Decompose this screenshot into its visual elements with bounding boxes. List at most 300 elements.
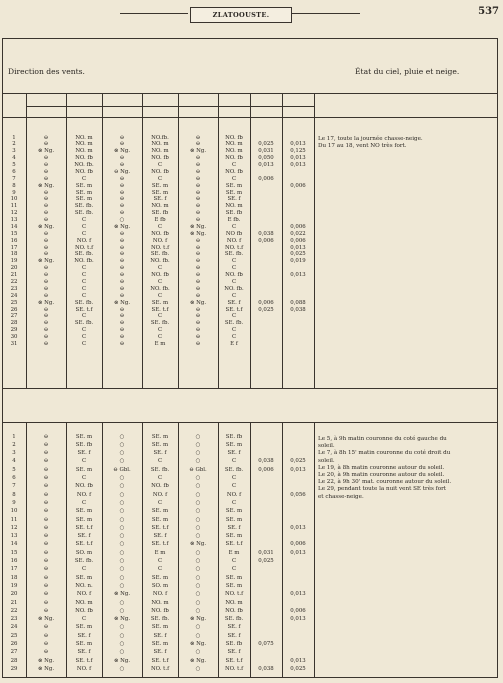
cell-s8: ○ — [119, 549, 125, 556]
cell-w6: C — [81, 334, 87, 341]
cell-d: 22 — [10, 278, 18, 285]
cell-s6: ⊖ — [43, 516, 49, 523]
cell-s10: ○ — [195, 549, 201, 556]
cell-d: 8 — [12, 182, 16, 189]
cell-s8: ○ — [119, 491, 125, 498]
cell-w10: E m — [228, 549, 240, 556]
cell-w10: SE. f — [227, 299, 241, 306]
cell-d: 23 — [10, 616, 18, 623]
cell-s8: ⊗ Ng. — [113, 299, 131, 306]
direction-label: Direction des vents. — [8, 67, 85, 76]
cell-s6: ⊗ Ng. — [37, 299, 55, 306]
cell-m: 0,006 — [258, 466, 274, 473]
cell-s10: ○ — [195, 558, 201, 564]
cell-w6: SE. m — [75, 641, 93, 647]
cell-w6: SE. f — [77, 533, 91, 540]
cell-w6: C — [81, 616, 87, 623]
column-rule — [250, 422, 251, 678]
column-rule — [178, 93, 179, 388]
cell-w6: SE. t.f — [75, 657, 93, 664]
cell-e: 0,006 — [290, 182, 306, 189]
cell-d: 1 — [12, 134, 16, 141]
cell-s10: ○ — [195, 599, 201, 606]
cell-w10: SE. fb — [225, 210, 243, 217]
cell-s6: ⊖ — [43, 196, 49, 203]
cell-w10: SE. fb. — [224, 616, 244, 623]
cell-w8: C — [157, 327, 163, 334]
cell-s6: ⊖ — [43, 582, 49, 589]
cell-d: 28 — [10, 657, 18, 664]
cell-w6: NO. f — [76, 491, 92, 498]
cell-w10: SE. m — [225, 508, 243, 515]
cell-w10: SE. m — [225, 182, 243, 189]
cell-w8: NO. fb — [151, 272, 169, 279]
cell-m: 0,050 — [258, 155, 274, 162]
cell-w8: NO.fb. — [151, 134, 169, 141]
cell-s6: ⊖ — [43, 285, 49, 292]
cell-s6: ⊖ — [43, 334, 49, 341]
cell-s6: ⊖ — [43, 508, 49, 515]
cell-s8: ○ — [119, 483, 125, 490]
cell-e: 0,013 — [290, 466, 306, 473]
cell-e: 0,013 — [290, 155, 306, 162]
cell-w10: C — [231, 175, 237, 182]
cell-s8: ○ — [119, 649, 125, 656]
cell-w10: E f — [230, 340, 238, 347]
column-rule — [314, 422, 315, 678]
cell-w8: SE. fb. — [150, 466, 170, 473]
cell-s10: ⊖ — [195, 320, 201, 327]
page-number: 537 — [478, 6, 499, 17]
cell-s6: ⊖ — [43, 141, 49, 148]
cell-e: 0,022 — [290, 230, 306, 237]
cell-w10: SE. fb. — [224, 320, 244, 327]
cell-w8: NO. fb — [151, 607, 169, 614]
cell-s10: ⊖ — [195, 327, 201, 334]
cell-s6: ⊗ Ng. — [37, 665, 55, 672]
cell-d: 15 — [10, 230, 18, 237]
cell-s10: ⊖ — [195, 265, 201, 272]
column-rule — [250, 93, 251, 388]
cell-s8: ⊖ — [119, 292, 125, 299]
cell-w8: SE. fb. — [150, 320, 170, 327]
cell-s10: ⊗ Ng. — [189, 541, 207, 548]
cell-w8: SE. fb. — [150, 616, 170, 623]
cell-e: 0,013 — [290, 162, 306, 169]
cell-e: 0,006 — [290, 607, 306, 614]
title-ornament-right — [292, 13, 360, 14]
cell-s10: ⊖ — [195, 237, 201, 244]
cell-s6: ⊖ — [43, 168, 49, 175]
cell-s8: ⊖ — [119, 210, 125, 217]
cell-w8: SE. t.f — [151, 541, 169, 548]
cell-s8: ○ — [119, 566, 125, 573]
column-rule — [142, 93, 143, 388]
cell-w8: NO. t.f — [150, 244, 170, 251]
cell-w8: NO. m — [151, 203, 169, 210]
cell-d: 14 — [10, 541, 18, 548]
cell-s6: ⊖ — [43, 237, 49, 244]
cell-s10: ⊖ — [195, 278, 201, 285]
cell-s8: ⊖ — [119, 285, 125, 292]
cell-d: 12 — [10, 524, 18, 531]
cell-w8: SE. m — [151, 441, 169, 448]
cell-w6: SE. fb — [75, 441, 93, 448]
cell-m: 0,025 — [258, 558, 274, 564]
cell-e: 0,006 — [290, 223, 306, 230]
cell-w10: C — [231, 334, 237, 341]
cell-w10: C — [231, 258, 237, 265]
cell-s6: ⊖ — [43, 607, 49, 614]
cell-d: 21 — [10, 599, 18, 606]
cell-w8: C — [157, 558, 163, 564]
cell-s6: ⊖ — [43, 134, 49, 141]
cell-s10: ○ — [195, 475, 201, 481]
column-rule — [26, 93, 27, 388]
cell-s10: ○ — [195, 441, 201, 448]
cell-w6: C — [81, 230, 87, 237]
cell-s6: ⊖ — [43, 244, 49, 251]
cell-s10: ⊖ — [195, 155, 201, 162]
cell-w10: NO. f — [226, 237, 242, 244]
cell-w10: NO. f — [226, 491, 242, 498]
cell-w8: C — [157, 223, 163, 230]
cell-w10: C — [231, 278, 237, 285]
cell-s8: ⊖ — [119, 320, 125, 327]
cell-w6: C — [81, 327, 87, 334]
column-rule — [66, 422, 67, 678]
cell-w8: SE. t.f — [151, 657, 169, 664]
cell-w6: SE. t.f — [75, 541, 93, 548]
cell-w10: NO. m — [225, 148, 243, 155]
cell-e: 0,025 — [290, 665, 306, 672]
cell-d: 31 — [10, 340, 18, 347]
cell-w10: SE. fb — [225, 433, 243, 440]
cell-s10: ⊗ Ng. — [189, 223, 207, 230]
cell-w10: C — [231, 162, 237, 169]
cell-s6: ⊖ — [43, 441, 49, 448]
cell-d: 7 — [12, 483, 16, 490]
cell-d: 19 — [10, 258, 18, 265]
cell-s10: ⊗ Ng. — [189, 148, 207, 155]
cell-s6: ⊗ Ng. — [37, 258, 55, 265]
cell-e: 0,013 — [290, 524, 306, 531]
cell-w10: C — [231, 223, 237, 230]
cell-d: 22 — [10, 607, 18, 614]
cell-s10: ⊖ — [195, 334, 201, 341]
cell-s10: ⊖ — [195, 285, 201, 292]
cell-w6: NO. m — [75, 148, 93, 155]
cell-e: 0,125 — [290, 148, 306, 155]
cell-m: 0,006 — [258, 237, 274, 244]
cell-s10: ○ — [195, 649, 201, 656]
remark-line: Du 17 au 18, vent NO très fort. — [318, 143, 407, 150]
cell-w8: NO. fb — [151, 155, 169, 162]
cell-w10: C — [231, 313, 237, 320]
remark-line: soleil. — [318, 457, 335, 464]
cell-w6: SE. m — [75, 182, 93, 189]
cell-s10: ⊖ — [195, 203, 201, 210]
remark-line: Le 29, pendant toute la nuit vent SE très fort — [318, 486, 447, 493]
cell-d: 9 — [12, 189, 16, 196]
cell-s8: ○ — [119, 499, 125, 506]
cell-w6: NO. m — [75, 599, 93, 606]
column-rule — [218, 422, 219, 678]
cell-w10: NO. m — [225, 203, 243, 210]
cell-w6: NO. m — [75, 141, 93, 148]
cell-s8: ⊗ Ng. — [113, 148, 131, 155]
cell-m: 0,075 — [258, 641, 274, 647]
cell-s8: ⊖ — [119, 265, 125, 272]
cell-s10: ⊗ Ng. — [189, 299, 207, 306]
cell-d: 16 — [10, 558, 18, 564]
column-rule — [282, 93, 283, 388]
cell-w8: C — [157, 175, 163, 182]
cell-s6: ⊖ — [43, 549, 49, 556]
cell-s8: ○ — [119, 475, 125, 481]
cell-w8: C — [157, 292, 163, 299]
cell-s8: ○ — [119, 582, 125, 589]
cell-w8: NO. fb — [151, 230, 169, 237]
cell-w10: SE. t.f — [225, 657, 243, 664]
cell-s8: ⊖ — [119, 313, 125, 320]
cell-w10: SE. m — [225, 441, 243, 448]
cell-w6: C — [81, 292, 87, 299]
cell-m: 0,038 — [258, 665, 274, 672]
cell-s8: ⊖ — [119, 155, 125, 162]
cell-s10: ○ — [195, 632, 201, 639]
cell-w6: SE. fb. — [74, 320, 94, 327]
column-rule — [218, 93, 219, 388]
cell-w8: SE. m — [151, 508, 169, 515]
cell-w10: NO. m — [225, 599, 243, 606]
cell-w8: C — [157, 475, 163, 481]
cell-d: 2 — [12, 141, 16, 148]
cell-s6: ⊗ Ng. — [37, 616, 55, 623]
cell-w6: C — [81, 313, 87, 320]
cell-w6: SE. m — [75, 574, 93, 581]
cell-w8: C — [157, 278, 163, 285]
cell-s8: ⊖ — [119, 327, 125, 334]
cell-w6: NO. fb — [75, 155, 93, 162]
cell-m: 0,006 — [258, 175, 274, 182]
cell-d: 5 — [12, 162, 16, 169]
cell-w10: NO fb — [225, 230, 243, 237]
cell-s8: ⊖ — [119, 237, 125, 244]
cell-w6: SE. t.f — [75, 306, 93, 313]
cell-s6: ⊖ — [43, 313, 49, 320]
cell-w6: SE. fb. — [74, 558, 94, 564]
cell-d: 26 — [10, 306, 18, 313]
cell-w8: NO. m — [151, 141, 169, 148]
column-rule — [102, 93, 103, 388]
cell-e: 0,006 — [290, 541, 306, 548]
cell-e: 0,006 — [290, 237, 306, 244]
cell-w10: SE. t.f — [225, 306, 243, 313]
cell-e: 0,025 — [290, 251, 306, 258]
cell-w10: NO. fb. — [224, 285, 244, 292]
cell-w10: SE. fb. — [224, 251, 244, 258]
cell-d: 19 — [10, 582, 18, 589]
cell-w8: C — [157, 162, 163, 169]
cell-s6: ⊖ — [43, 649, 49, 656]
remark-line: Le 22, à 9h 30' mat. couronne autour du soleil. — [318, 479, 452, 486]
cell-w8: NO. fb — [151, 483, 169, 490]
cell-s8: ⊗ Ng. — [113, 657, 131, 664]
cell-s8: ⊖ — [119, 340, 125, 347]
cell-w6: SE. f — [77, 450, 91, 457]
cell-d: 29 — [10, 665, 18, 672]
cell-s6: ⊖ — [43, 210, 49, 217]
cell-w8: NO. fb. — [150, 258, 170, 265]
cell-s8: ○ — [119, 508, 125, 515]
cell-w8: NO. fb. — [150, 285, 170, 292]
cell-s8: ⊖ Gbl. — [113, 466, 131, 473]
cell-s8: ○ — [119, 458, 125, 465]
cell-s8: ⊖ — [119, 244, 125, 251]
cell-d: 16 — [10, 237, 18, 244]
cell-s6: ⊖ — [43, 533, 49, 540]
column-rule — [102, 422, 103, 678]
cell-w8: SE. m — [151, 516, 169, 523]
cell-s10: ⊗ Ng. — [189, 657, 207, 664]
cell-w6: NO. fb — [75, 483, 93, 490]
cell-w6: C — [81, 175, 87, 182]
cell-s8: ⊖ — [119, 141, 125, 148]
cell-s8: ○ — [119, 441, 125, 448]
cell-s8: ○ — [119, 433, 125, 440]
cell-s8: ○ — [119, 599, 125, 606]
cell-d: 25 — [10, 299, 18, 306]
cell-s6: ⊖ — [43, 591, 49, 598]
cell-w10: SE. fb. — [224, 466, 244, 473]
cell-w8: SE. f — [153, 196, 167, 203]
cell-s8: ⊖ — [119, 258, 125, 265]
cell-s8: ⊖ Ng. — [113, 168, 131, 175]
cell-d: 20 — [10, 591, 18, 598]
page-header — [0, 0, 503, 40]
cell-s8: ○ — [119, 524, 125, 531]
cell-e: 0,013 — [290, 272, 306, 279]
cell-w6: C — [81, 458, 87, 465]
cell-s10: ○ — [195, 516, 201, 523]
cell-s10: ○ — [195, 483, 201, 490]
month-separator-top — [2, 388, 498, 389]
cell-s6: ⊖ — [43, 292, 49, 299]
cell-w8: NO. f — [152, 591, 168, 598]
cell-e: 0,025 — [290, 458, 306, 465]
cell-w10: NO. fb — [225, 168, 243, 175]
cell-s6: ⊖ — [43, 574, 49, 581]
cell-s8: ⊖ — [119, 251, 125, 258]
cell-s8: ○ — [119, 541, 125, 548]
cell-m: 0,031 — [258, 549, 274, 556]
cell-d: 29 — [10, 327, 18, 334]
cell-s8: ⊗ Ng. — [113, 616, 131, 623]
column-rule — [102, 93, 103, 117]
cell-s6: ⊖ — [43, 340, 49, 347]
cell-w6: NO. m — [75, 134, 93, 141]
cell-s6: ⊖ — [43, 624, 49, 631]
cell-d: 5 — [12, 466, 16, 473]
cell-s6: ⊖ — [43, 189, 49, 196]
cell-w6: C — [81, 285, 87, 292]
cell-s6: ⊖ — [43, 272, 49, 279]
cell-w10: NO. t.f — [224, 665, 244, 672]
cell-w10: SE. f — [227, 524, 241, 531]
cell-w10: SE. m — [225, 516, 243, 523]
cell-w6: NO. fb. — [74, 162, 94, 169]
cell-s10: ⊖ — [195, 258, 201, 265]
cell-w8: C — [157, 499, 163, 506]
cell-w8: E m — [154, 549, 166, 556]
station-title: ZLATOOUSTE. — [190, 7, 292, 23]
cell-s8: ⊖ — [119, 182, 125, 189]
cell-s10: ⊖ — [195, 134, 201, 141]
cell-s10: ○ — [195, 582, 201, 589]
cell-s6: ⊖ — [43, 491, 49, 498]
cell-s10: ⊖ — [195, 217, 201, 224]
cell-w10: E fb. — [227, 217, 241, 224]
cell-w8: C — [157, 313, 163, 320]
cell-s10: ○ — [195, 566, 201, 573]
cell-w6: NO. f — [76, 591, 92, 598]
cell-w10: C — [231, 327, 237, 334]
cell-w6: SE. m — [75, 189, 93, 196]
cell-w6: SE. m — [75, 508, 93, 515]
cell-w6: SE. m — [75, 516, 93, 523]
cell-s10: ○ — [195, 624, 201, 631]
cell-s6: ⊖ — [43, 203, 49, 210]
cell-d: 17 — [10, 244, 18, 251]
cell-s6: ⊖ — [43, 433, 49, 440]
cell-s8: ○ — [119, 574, 125, 581]
cell-w8: SE. t.f — [151, 524, 169, 531]
cell-w10: C — [231, 265, 237, 272]
cell-w10: NO. fb — [225, 607, 243, 614]
cell-w10: NO. m — [225, 141, 243, 148]
cell-d: 27 — [10, 649, 18, 656]
cell-w6: SE. m — [75, 466, 93, 473]
cell-e: 0,013 — [290, 591, 306, 598]
cell-w6: C — [81, 475, 87, 481]
cell-s10: ⊖ — [195, 272, 201, 279]
cell-w8: C — [157, 334, 163, 341]
cell-w10: NO. t.f — [224, 591, 244, 598]
cell-d: 6 — [12, 475, 16, 481]
cell-w6: SE. fb. — [74, 210, 94, 217]
cell-s6: ⊗ Ng. — [37, 223, 55, 230]
cell-s6: ⊖ — [43, 632, 49, 639]
column-rule — [178, 422, 179, 678]
cell-s10: ⊖ — [195, 340, 201, 347]
cell-w10: SE. f — [227, 649, 241, 656]
cell-s6: ⊖ — [43, 466, 49, 473]
cell-d: 1 — [12, 433, 16, 440]
cell-s10: ⊖ — [195, 175, 201, 182]
cell-m: 0,031 — [258, 148, 274, 155]
cell-e: 0,013 — [290, 549, 306, 556]
cell-w8: NO. fb — [151, 168, 169, 175]
cell-w8: SE. m — [151, 574, 169, 581]
cell-d: 11 — [10, 516, 18, 523]
cell-m: 0,025 — [258, 141, 274, 148]
cell-s6: ⊖ — [43, 278, 49, 285]
cell-s8: ○ — [119, 632, 125, 639]
cell-s6: ⊖ — [43, 458, 49, 465]
cell-s10: ⊖ — [195, 251, 201, 258]
cell-d: 26 — [10, 641, 18, 647]
